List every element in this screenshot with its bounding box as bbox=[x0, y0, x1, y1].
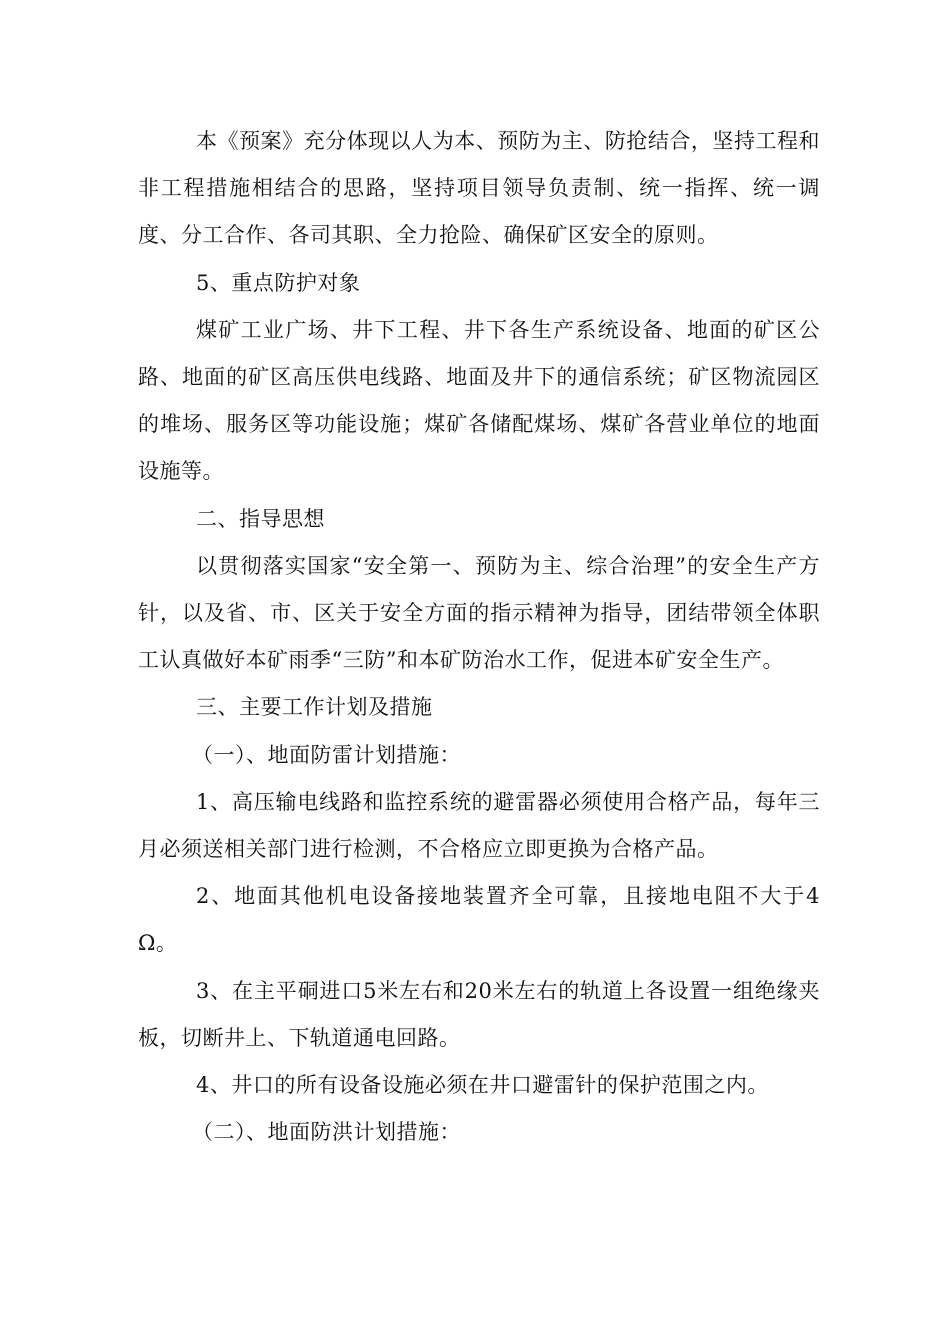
item-3-insulation-splints: 3、在主平硐进口5米左右和20米左右的轨道上各设置一组绝缘夹板，切断井上、下轨道通电回路。 bbox=[138, 978, 820, 1050]
item-4-protection-range: 4、井口的所有设备设施必须在井口避雷针的保护范围之内。 bbox=[196, 1073, 769, 1098]
paragraph-plan-principles: 本《预案》充分体现以人为本、预防为主、防抢结合，坚持工程和非工程措施相结合的思路，坚持项目领导负责制、统一指挥、统一调度、分工合作、各司其职、全力抢险、确保矿区安全的原则。 bbox=[138, 129, 820, 248]
heading-main-work-plan: 三、主要工作计划及措施 bbox=[196, 695, 433, 720]
subheading-flood-protection: （二）、地面防洪计划措施： bbox=[192, 1120, 461, 1145]
paragraph-protection-objects: 煤矿工业广场、井下工程、井下各生产系统设备、地面的矿区公路、地面的矿区高压供电线路、地面及井下的通信系统；矿区物流园区的堆场、服务区等功能设施；煤矿各储配煤场、煤矿各营业单位的地面设施等。 bbox=[138, 317, 820, 484]
item-2-grounding: 2、地面其他机电设备接地装置齐全可靠，且接地电阻不大于4Ω。 bbox=[138, 884, 820, 956]
heading-guiding-ideology: 二、指导思想 bbox=[196, 506, 325, 531]
item-1-lightning-arresters: 1、高压输电线路和监控系统的避雷器必须使用合格产品，每年三月必须送相关部门进行检测，不合格应立即更换为合格产品。 bbox=[138, 789, 820, 862]
document-body bbox=[138, 118, 820, 1156]
heading-key-protection-objects: 5、重点防护对象 bbox=[196, 270, 361, 295]
subheading-lightning-protection: （一）、地面防雷计划措施： bbox=[192, 742, 461, 767]
paragraph-guiding-ideology: 以贯彻落实国家“安全第一、预防为主、综合治理”的安全生产方针，以及省、市、区关于安全方面的指示精神为指导，团结带领全体职工认真做好本矿雨季“三防”和本矿防治水工作，促进本矿安全生产。 bbox=[138, 553, 820, 673]
